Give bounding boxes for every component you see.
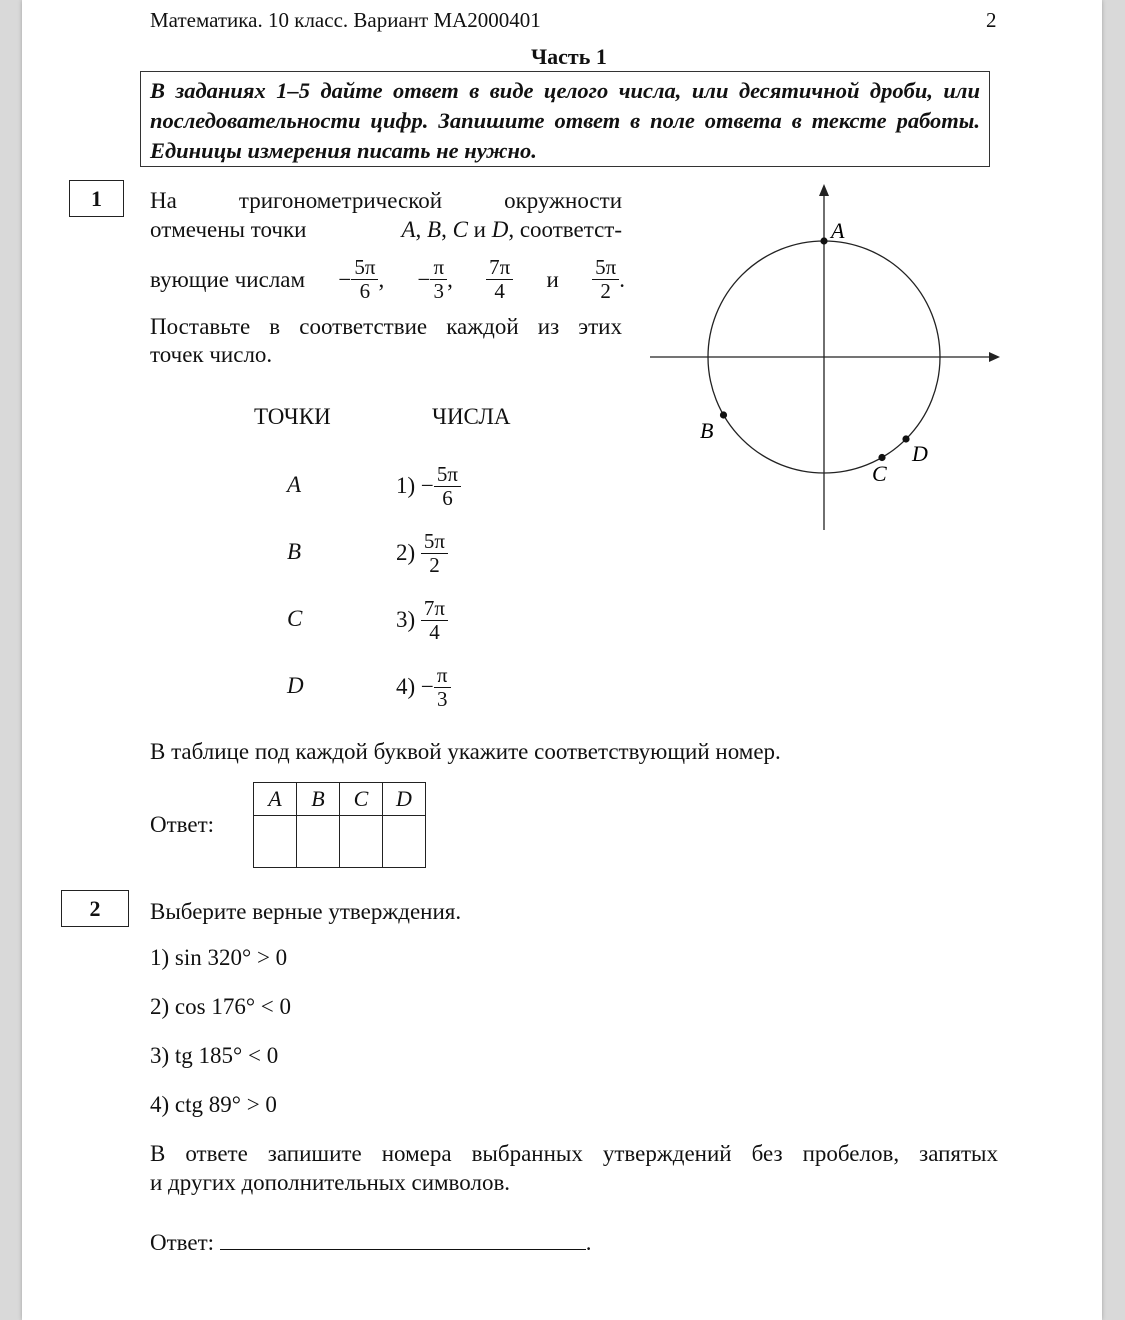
fraction-sign: −	[420, 473, 434, 498]
fraction	[434, 664, 451, 711]
answer-cell[interactable]	[340, 816, 383, 868]
fraction-denominator: 4	[494, 278, 505, 303]
fraction	[430, 256, 447, 303]
fraction-denominator: 6	[359, 278, 371, 303]
and-word: и	[546, 266, 559, 292]
point-b-dot	[720, 411, 727, 418]
match-letter: D	[287, 673, 304, 698]
answer-table-header: D	[383, 783, 426, 816]
task1-line2	[150, 215, 622, 244]
task2-answer-row	[150, 1227, 592, 1257]
point-label: B	[427, 217, 442, 242]
part-title: Часть 1	[531, 44, 607, 69]
point-a-dot	[820, 237, 827, 244]
answer-table-header: C	[340, 783, 383, 816]
fraction	[434, 463, 461, 510]
option-number: 3)	[396, 607, 416, 632]
task-number-2: 2	[61, 890, 129, 927]
match-option	[396, 522, 448, 584]
task1-table-instruction: В таблице под каждой буквой укажите соответствующий номер.	[150, 739, 781, 764]
task1-line3	[150, 248, 625, 310]
fraction	[421, 530, 448, 577]
fraction-numerator: π	[434, 664, 451, 688]
task1-line2-points: A, B, C и D, соответст-	[401, 217, 622, 242]
instructions-box: В заданиях 1–5 дайте ответ в виде целого числа, или десятичной дроби, или последовательности цифр. Запишите ответ в поле ответа в тексте работы. Единицы измерения писать не нужно.	[140, 71, 990, 167]
page-number: 2	[986, 8, 997, 32]
task2-answer-label: Ответ:	[150, 1230, 215, 1255]
fraction	[351, 256, 378, 303]
match-option	[396, 656, 451, 718]
statement: 4) ctg 89° > 0	[150, 1092, 277, 1117]
option-number: 2)	[396, 540, 416, 565]
fraction-item: $\frac{5\pi}{2}$ .	[592, 256, 625, 303]
task1-line1: На тригонометрической окружности	[150, 188, 622, 213]
task-number-1: 1	[69, 180, 124, 217]
fraction-denominator: 2	[600, 278, 611, 303]
match-letter: A	[287, 472, 302, 497]
task1-line5: точек число.	[150, 342, 273, 367]
fraction	[421, 597, 448, 644]
column-points-header: ТОЧКИ	[254, 404, 331, 429]
statement: 2) cos 176° < 0	[150, 994, 291, 1019]
point-b-label: B	[700, 418, 714, 443]
point-d-label: D	[912, 441, 928, 466]
match-option	[396, 455, 461, 517]
x-axis-arrow	[989, 352, 1000, 362]
fraction-sign: −	[417, 266, 431, 292]
fraction-numerator: 7π	[421, 597, 448, 621]
statement: 3) tg 185° < 0	[150, 1043, 279, 1068]
fraction	[486, 256, 513, 303]
point-label: C	[452, 217, 468, 242]
answer-cell[interactable]	[383, 816, 426, 868]
task1-line4: Поставьте в соответствие каждой из этих	[150, 314, 622, 339]
point-a-label: A	[831, 218, 845, 243]
unit-circle-diagram	[640, 175, 1010, 540]
option-number: 1)	[396, 473, 416, 498]
task2-prompt: Выберите верные утверждения.	[150, 899, 462, 924]
fraction-numerator: π	[430, 256, 447, 280]
task1-answer-label: Ответ:	[150, 812, 215, 837]
and-word: и	[473, 217, 486, 242]
match-option	[396, 589, 448, 651]
point-d-dot	[902, 435, 909, 442]
fraction-item: − $\frac{5\pi}{6}$ ,	[338, 254, 385, 303]
point-label: A	[401, 217, 416, 242]
answer-table-header: B	[297, 783, 340, 816]
task1-line2-end: , соответст-	[508, 217, 622, 242]
fraction-sign: −	[338, 266, 352, 292]
answer-cell[interactable]	[254, 816, 297, 868]
task2-instruction-line1: В ответе запишите номера выбранных утверждений без пробелов, запятых	[150, 1141, 998, 1166]
fraction-denominator: 6	[442, 485, 453, 510]
page-header-title: Математика. 10 класс. Вариант МА2000401	[150, 8, 541, 32]
fraction-denominator: 3	[433, 278, 444, 303]
fraction-numerator: 5π	[592, 256, 619, 280]
fraction-denominator: 4	[429, 619, 440, 644]
statement: 1) sin 320° > 0	[150, 945, 288, 970]
point-label: D	[491, 217, 509, 242]
fraction	[592, 256, 619, 303]
task1-line3-text: вующие числам	[150, 266, 306, 292]
fraction-item: − $\frac{\pi}{3}$ ,	[417, 254, 453, 303]
column-numbers-header: ЧИСЛА	[432, 404, 511, 429]
fraction-denominator: 3	[436, 686, 448, 711]
answer-table-header: A	[254, 783, 297, 816]
answer-end-dot: .	[585, 1230, 592, 1255]
fraction-numerator: 5π	[434, 463, 461, 487]
fraction-numerator: 5π	[421, 530, 448, 554]
task1-line2-text: отмечены точки	[150, 217, 307, 242]
match-letter: B	[287, 539, 302, 564]
y-axis-arrow	[819, 184, 829, 196]
option-number: 4)	[396, 674, 416, 699]
match-letter: C	[287, 606, 303, 631]
fraction-sign: −	[420, 674, 434, 699]
answer-cell[interactable]	[297, 816, 340, 868]
point-c-label: C	[872, 461, 887, 486]
fraction-denominator: 2	[429, 552, 440, 577]
answer-table	[253, 782, 426, 868]
fraction-numerator: 7π	[486, 256, 513, 280]
task2-instruction-line2: и других дополнительных символов.	[150, 1170, 511, 1195]
fraction-item	[486, 256, 513, 303]
answer-blank-line[interactable]	[220, 1227, 586, 1250]
fraction-numerator: 5π	[351, 256, 378, 280]
